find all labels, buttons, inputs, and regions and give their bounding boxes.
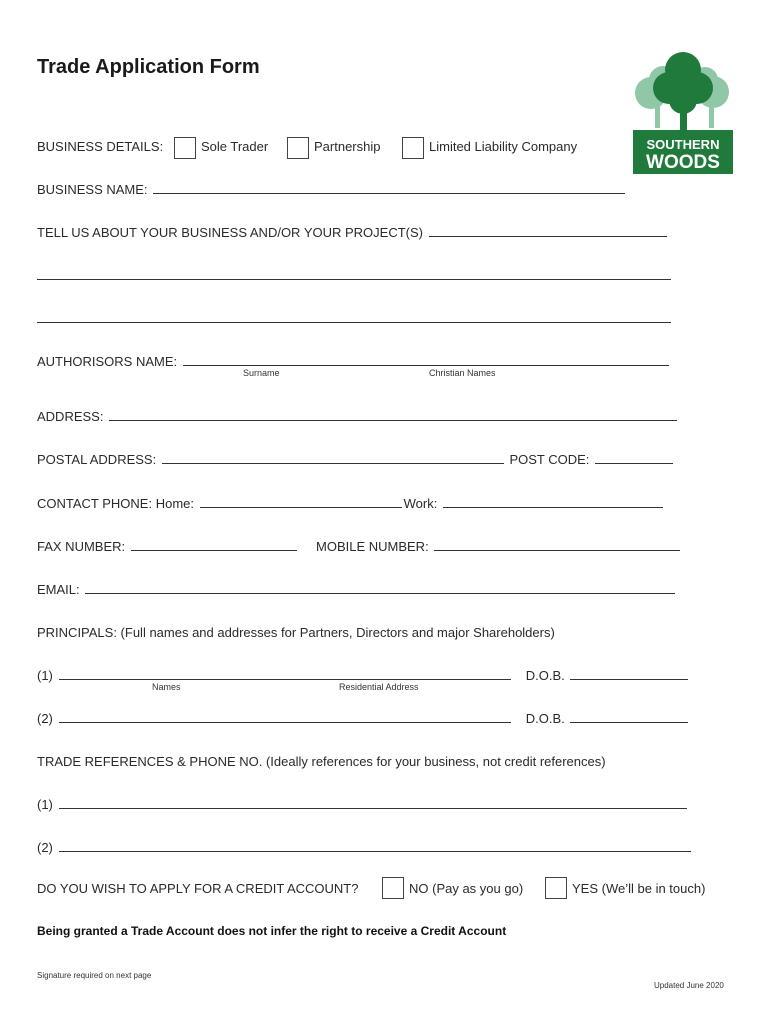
post-code-field[interactable] — [595, 452, 673, 464]
residential-address-caption: Residential Address — [339, 682, 419, 692]
tell-us-line-2[interactable] — [37, 279, 671, 280]
logo-line2: WOODS — [646, 152, 720, 173]
trade-refs-label: TRADE REFERENCES & PHONE NO. (Ideally references for your business, not credit references) — [37, 754, 606, 769]
principal-2-label: (2) — [37, 711, 53, 726]
christian-names-caption: Christian Names — [429, 368, 496, 378]
business-name-label: BUSINESS NAME: — [37, 182, 148, 197]
ref-1-row — [37, 797, 689, 812]
tell-us-field[interactable] — [429, 225, 667, 237]
mobile-field[interactable] — [434, 539, 680, 551]
credit-question: DO YOU WISH TO APPLY FOR A CREDIT ACCOUNT? — [37, 881, 359, 896]
post-code-label: POST CODE: — [509, 452, 590, 467]
principal-2-field[interactable] — [59, 711, 511, 723]
ref-2-row — [37, 840, 693, 855]
postal-address-field[interactable] — [162, 452, 504, 464]
ref-2-label: (2) — [37, 840, 53, 855]
page-title: Trade Application Form — [37, 56, 260, 78]
credit-yes-checkbox[interactable] — [545, 877, 567, 899]
credit-yes-label: YES (We’ll be in touch) — [572, 881, 706, 896]
email-label: EMAIL: — [37, 582, 80, 597]
principal-1-row — [37, 668, 690, 683]
llc-checkbox[interactable] — [402, 137, 424, 159]
authorisors-label: AUTHORISORS NAME: — [37, 354, 178, 369]
ref-1-field[interactable] — [59, 797, 687, 809]
credit-no-checkbox[interactable] — [382, 877, 404, 899]
names-caption: Names — [152, 682, 181, 692]
address-field[interactable] — [109, 409, 677, 421]
business-name-field[interactable] — [153, 182, 625, 194]
principal-1-dob-field[interactable] — [570, 668, 688, 680]
postal-address-label: POSTAL ADDRESS: — [37, 452, 157, 467]
home-phone-field[interactable] — [200, 496, 402, 508]
principal-1-label: (1) — [37, 668, 53, 683]
principal-2-row — [37, 711, 690, 726]
fax-mobile-row — [37, 539, 682, 554]
email-field[interactable] — [85, 582, 675, 594]
work-phone-field[interactable] — [443, 496, 663, 508]
authorisors-row — [37, 354, 671, 369]
southern-woods-logo — [633, 48, 733, 174]
surname-caption: Surname — [243, 368, 280, 378]
principals-label: PRINCIPALS: (Full names and addresses for Partners, Directors and major Shareholders) — [37, 625, 555, 640]
address-row — [37, 409, 679, 424]
sole-trader-label: Sole Trader — [201, 139, 269, 154]
tree-icon — [635, 52, 729, 130]
business-name-row — [37, 182, 627, 197]
fax-field[interactable] — [131, 539, 297, 551]
logo-line1: SOUTHERN — [646, 137, 720, 152]
contact-phone-row — [37, 496, 665, 511]
disclaimer: Being granted a Trade Account does not infer the right to receive a Credit Account — [37, 924, 507, 938]
ref-2-field[interactable] — [59, 840, 691, 852]
tell-us-line-3[interactable] — [37, 322, 671, 323]
signature-note: Signature required on next page — [37, 971, 152, 980]
dob-label: D.O.B. — [525, 668, 565, 683]
mobile-label: MOBILE NUMBER: — [316, 539, 429, 554]
dob-label: D.O.B. — [525, 711, 565, 726]
business-details-label: BUSINESS DETAILS: — [37, 139, 164, 154]
fax-label: FAX NUMBER: — [37, 539, 126, 554]
address-label: ADDRESS: — [37, 409, 104, 424]
authorisors-field[interactable] — [183, 354, 669, 366]
email-row — [37, 582, 677, 597]
contact-phone-label: CONTACT PHONE: Home: — [37, 496, 194, 511]
partnership-label: Partnership — [314, 139, 381, 154]
partnership-checkbox[interactable] — [287, 137, 309, 159]
sole-trader-checkbox[interactable] — [174, 137, 196, 159]
tell-us-label: TELL US ABOUT YOUR BUSINESS AND/OR YOUR PROJECT(S) — [37, 225, 423, 240]
principal-1-field[interactable] — [59, 668, 511, 680]
principal-2-dob-field[interactable] — [570, 711, 688, 723]
credit-no-label: NO (Pay as you go) — [409, 881, 524, 896]
work-label: Work: — [403, 496, 438, 511]
ref-1-label: (1) — [37, 797, 53, 812]
tell-us-row — [37, 225, 669, 240]
llc-label: Limited Liability Company — [429, 139, 578, 154]
postal-row — [37, 452, 675, 467]
updated-note: Updated June 2020 — [654, 981, 724, 990]
